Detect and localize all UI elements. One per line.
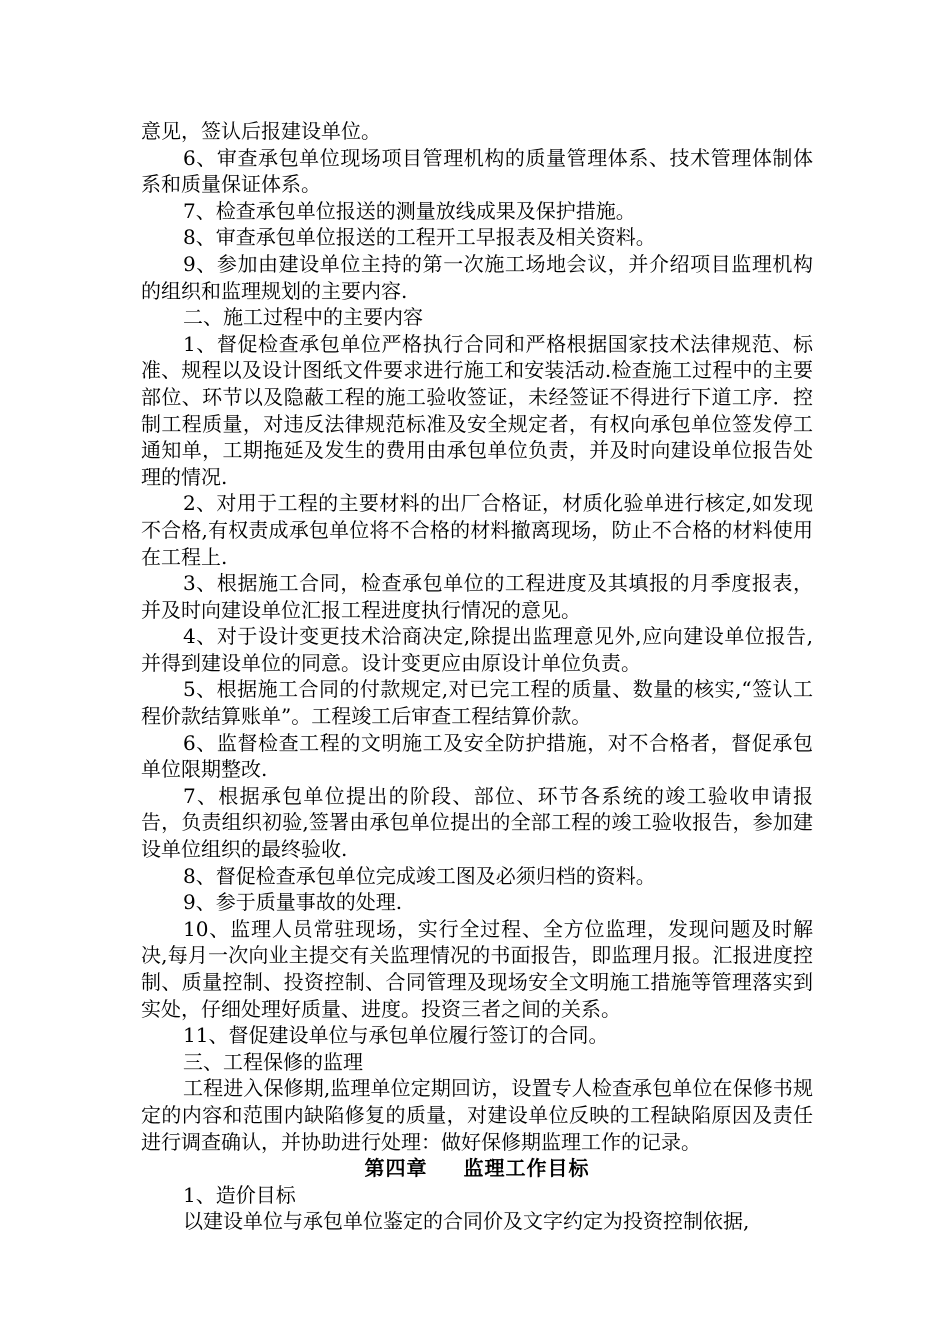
paragraph: 意见，签认后报建设单位。: [141, 119, 381, 143]
paragraph: 二、施工过程中的主要内容: [183, 305, 423, 330]
paragraph: 以建设单位与承包单位鉴定的合同价及文字约定为投资控制依据,: [183, 1209, 750, 1234]
paragraph: 3、根据施工合同，检查承包单位的工程进度及其填报的月季度报表，并及时向建设单位汇报工程进度执行情况的意见。: [141, 571, 813, 622]
chapter-body: [141, 1182, 813, 1235]
paragraph: 8、督促检查承包单位完成竣工图及必须归档的资料。: [183, 863, 656, 888]
paragraph: 5、根据施工合同的付款规定,对已完工程的质量、数量的核实,“签认工程价款结算账单”。工程竣工后审查工程结算价款。: [141, 677, 813, 729]
paragraph: 4、对于设计变更技术洽商决定,除提出监理意见外,应向建设单位报告,并得到建设单位的同意。设计变更应由原设计单位负责。: [141, 624, 813, 675]
paragraph: 三、工程保修的监理: [183, 1049, 363, 1074]
paragraph: 6、审查承包单位现场项目管理机构的质量管理体系、技术管理体制体系和质量保证体系。: [141, 145, 813, 197]
chapter-heading: [141, 1155, 813, 1182]
document-page: [141, 118, 813, 1235]
paragraph: 2、对用于工程的主要材料的出厂合格证，材质化验单进行核定,如发现不合格,有权责成承包单位将不合格的材料撤离现场，防止不合格的材料使用在工程上.: [141, 491, 813, 569]
paragraph: 11、督促建设单位与承包单位履行签订的合同。: [183, 1023, 609, 1048]
paragraph: 1、督促检查承包单位严格执行合同和严格根据国家技术法律规范、标准、规程以及设计图纸文件要求进行施工和安装活动.检查施工过程中的主要部位、环节以及隐蔽工程的施工验收签证，未经签证不得进行下道工序．控制工程质量，对违反法律规范标准及安全规定者，有权向承包单位签发停工通知单，工期拖延及发生的费用由承包单位负责，并及时向建设单位报告处理的情况.: [141, 331, 813, 489]
paragraph: 7、检查承包单位报送的测量放线成果及保护措施。: [183, 198, 636, 223]
paragraph: 9、参加由建设单位主持的第一次施工场地会议，并介绍项目监理机构的组织和监理规划的主要内容.: [141, 251, 813, 303]
paragraph: 6、监督检查工程的文明施工及安全防护措施，对不合格者，督促承包单位限期整改.: [141, 730, 813, 782]
document-body: [141, 118, 813, 1155]
paragraph: 7、根据承包单位提出的阶段、部位、环节各系统的竣工验收申请报告，负责组织初验,签署由承包单位提出的全部工程的竣工验收报告，参加建设单位组织的最终验收.: [141, 783, 813, 862]
paragraph: 8、审查承包单位报送的工程开工早报表及相关资料。: [183, 225, 656, 250]
paragraph: 工程进入保修期,监理单位定期回访，设置专人检查承包单位在保修书规定的内容和范围内缺陷修复的质量，对建设单位反映的工程缺陷原因及责任进行调查确认，并协助进行处理：做好保修期监理工作的记录。: [141, 1076, 813, 1154]
chapter-title: 监理工作目标: [463, 1156, 590, 1181]
paragraph: 10、监理人员常驻现场，实行全过程、全方位监理，发现问题及时解决,每月一次向业主提交有关监理情况的书面报告，即监理月报。汇报进度控制、质量控制、投资控制、合同管理及现场安全文明施工措施等管理落实到实处，仔细处理好质量、进度。投资三者之间的关系。: [141, 916, 813, 1021]
paragraph: 9、参于质量事故的处理.: [183, 890, 403, 915]
paragraph: 1、造价目标: [183, 1182, 296, 1207]
chapter-number: 第四章: [364, 1156, 428, 1181]
